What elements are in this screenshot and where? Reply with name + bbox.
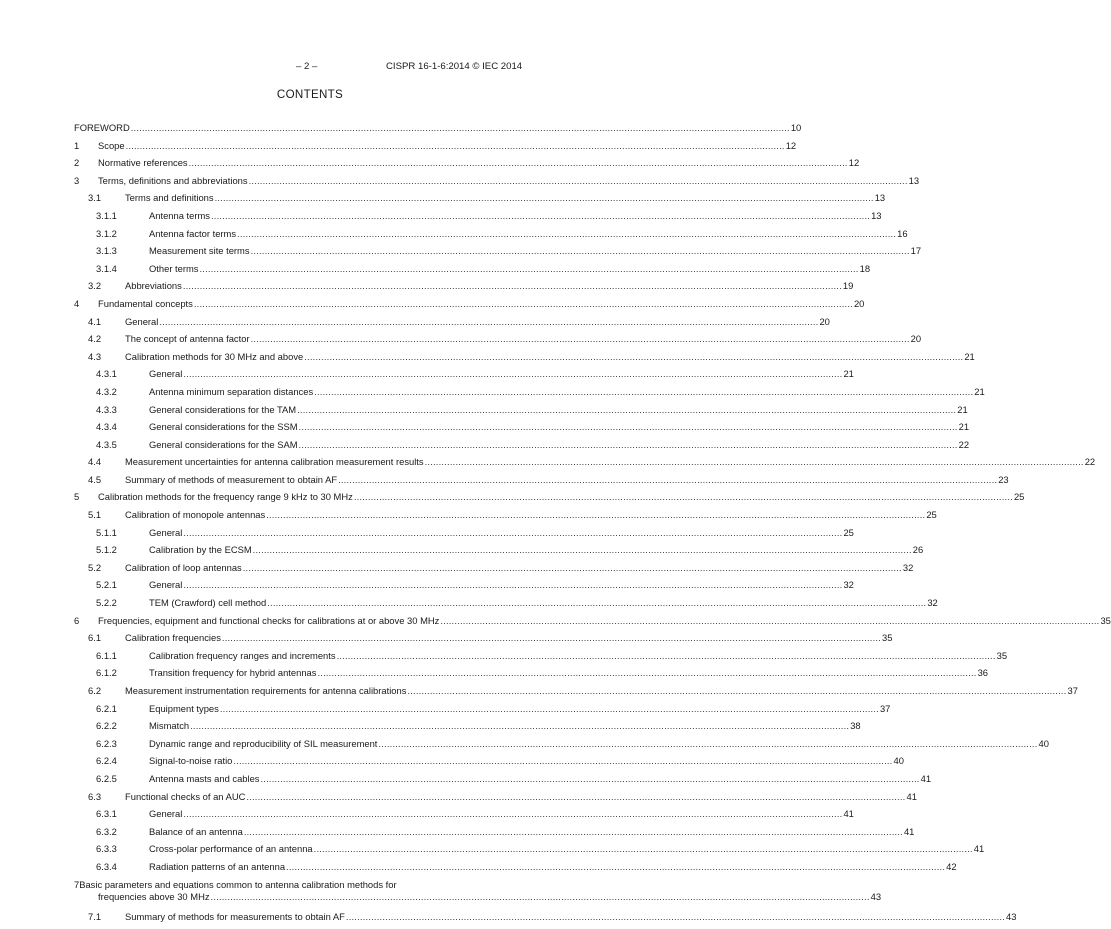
toc-entry[interactable] <box>74 280 854 292</box>
dot-leader <box>183 368 842 380</box>
dot-leader <box>211 891 870 903</box>
dot-leader <box>286 861 945 873</box>
toc-entry[interactable] <box>74 579 854 591</box>
toc-page-number: 41 <box>843 808 854 820</box>
toc-entry[interactable] <box>74 174 920 187</box>
toc-title: Mismatch <box>149 720 190 732</box>
toc-page-number: 22 <box>958 438 970 450</box>
toc-page-number: 20 <box>910 333 922 345</box>
dot-leader <box>354 491 1013 503</box>
toc-section-number: 5.2.2 <box>96 597 117 609</box>
toc-entry[interactable] <box>74 262 871 275</box>
toc-page-number: 25 <box>1013 491 1025 503</box>
toc-title: The concept of antenna factor <box>125 333 250 345</box>
toc-title: Measurement uncertainties for antenna calibration measurement results <box>125 456 424 468</box>
dot-leader <box>222 632 881 644</box>
toc-page-number: 40 <box>893 755 904 767</box>
toc-title: Functional checks of an AUC <box>125 790 246 802</box>
toc-title: Radiation patterns of an antenna <box>149 860 286 872</box>
toc-entry[interactable] <box>74 544 924 556</box>
toc-page-number: 37 <box>1067 685 1078 696</box>
toc-page-number: 22 <box>1084 456 1096 468</box>
toc-section-number: 3.1 <box>88 192 102 204</box>
dot-leader <box>190 720 849 732</box>
dot-leader <box>251 333 910 345</box>
dot-leader <box>249 175 908 187</box>
table-of-contents <box>74 122 1111 929</box>
toc-title: Signal-to-noise ratio <box>149 755 233 767</box>
toc-page-number: 43 <box>1006 911 1017 923</box>
toc-section-number: 3.1.1 <box>96 209 117 221</box>
toc-title: Calibration methods for 30 MHz and above <box>125 350 304 362</box>
toc-title: Cross-polar performance of an antenna <box>149 843 313 855</box>
toc-section-number: 5.2 <box>88 561 102 573</box>
toc-section-number: 4.3.2 <box>96 385 117 397</box>
toc-entry[interactable] <box>74 755 904 767</box>
toc-title: Measurement instrumentation requirements for antenna calibrations <box>125 685 407 696</box>
toc-title: Calibration methods for the frequency range 9 kHz to 30 MHz <box>98 491 353 503</box>
toc-title: General <box>149 368 183 380</box>
toc-title: Calibration frequency ranges and increments <box>149 649 336 661</box>
toc-entry[interactable] <box>74 122 802 134</box>
toc-entry[interactable] <box>74 702 891 715</box>
toc-title: General <box>125 315 159 327</box>
toc-title: Summary of methods for measurements to obtain AF <box>125 911 345 923</box>
toc-title: Antenna masts and cables <box>149 772 260 784</box>
dot-leader <box>297 404 956 416</box>
toc-entry[interactable] <box>74 649 1008 662</box>
dot-leader <box>337 650 996 662</box>
toc-section-number: 6.3.3 <box>96 843 117 855</box>
dot-leader <box>299 421 958 433</box>
toc-page-number: 13 <box>874 192 886 204</box>
toc-title: General considerations for the TAM <box>149 403 297 415</box>
toc-entry[interactable] <box>74 825 915 838</box>
toc-entry[interactable] <box>74 843 985 855</box>
toc-page-number: 18 <box>859 262 871 274</box>
dot-leader <box>338 474 997 486</box>
toc-entry[interactable] <box>74 456 1096 468</box>
toc-entry[interactable] <box>74 403 968 416</box>
toc-page-number: 26 <box>912 544 924 556</box>
toc-entry[interactable] <box>74 473 1009 486</box>
toc-entry[interactable] <box>74 297 865 310</box>
toc-section-number: 1 <box>74 139 80 151</box>
toc-section-number: 3.1.2 <box>96 227 117 239</box>
toc-page-number: 17 <box>910 245 922 257</box>
toc-section-number: 6 <box>74 614 80 626</box>
toc-section-number: 4.3.1 <box>96 368 117 380</box>
toc-section-number: 6.2.1 <box>96 702 117 714</box>
toc-page-number: 35 <box>882 632 893 644</box>
toc-title: Terms and definitions <box>125 192 214 204</box>
toc-entry[interactable] <box>74 772 932 785</box>
toc-page-number: 41 <box>906 790 917 802</box>
toc-title: General <box>149 526 183 538</box>
dot-leader <box>425 456 1084 468</box>
toc-section-number: 6.2 <box>88 685 102 696</box>
dot-leader <box>189 157 848 169</box>
page-header <box>0 57 620 77</box>
dot-leader <box>194 298 853 310</box>
dot-leader <box>200 263 859 275</box>
toc-title: Scope <box>98 139 125 151</box>
toc-entry[interactable] <box>74 509 937 521</box>
toc-page-number: 36 <box>977 667 989 679</box>
toc-entry[interactable] <box>74 333 922 345</box>
document-reference: CISPR 16-1-6:2014 © IEC 2014 <box>386 61 523 72</box>
toc-section-number: 4.1 <box>88 315 102 327</box>
toc-title: Normative references <box>98 157 188 169</box>
page-number: – 2 – <box>296 61 318 72</box>
dot-leader <box>243 562 902 574</box>
toc-section-number: 4.5 <box>88 473 102 485</box>
toc-entry[interactable] <box>74 667 989 679</box>
toc-entry[interactable] <box>74 737 1049 750</box>
toc-page-number: 16 <box>897 227 908 239</box>
toc-section-number: 5.1.2 <box>96 544 117 556</box>
toc-title: Calibration by the ECSM <box>149 544 252 556</box>
toc-page-number: 21 <box>843 368 854 380</box>
toc-entry[interactable] <box>74 368 854 380</box>
toc-section-number: 4 <box>74 297 80 309</box>
dot-leader <box>299 439 958 451</box>
dot-leader <box>233 755 892 767</box>
toc-entry[interactable] <box>74 491 1025 503</box>
toc-section-number: 6.2.2 <box>96 720 117 732</box>
toc-page-number: 32 <box>927 597 938 609</box>
toc-title: Calibration of loop antennas <box>125 561 242 573</box>
toc-entry[interactable] <box>74 720 861 732</box>
toc-page-number: 20 <box>819 315 830 327</box>
toc-page-number: 25 <box>926 509 937 521</box>
dot-leader <box>314 386 973 398</box>
dot-leader <box>304 351 963 363</box>
toc-section-number: 3 <box>74 174 80 186</box>
toc-title-continuation: frequencies above 30 MHz <box>98 890 210 902</box>
toc-entry[interactable] <box>74 790 917 803</box>
toc-page-number: 21 <box>964 350 975 362</box>
toc-section-number: 7.1 <box>88 911 102 923</box>
toc-title: Dynamic range and reproducibility of SIL measurement <box>149 737 378 749</box>
toc-page-number: 20 <box>853 297 865 309</box>
toc-section-number: 6.1.1 <box>96 649 117 661</box>
toc-section-number: 5.1 <box>88 509 102 521</box>
toc-page-number: 13 <box>871 209 882 221</box>
toc-section-number: 4.3.4 <box>96 421 117 433</box>
toc-page-number: 40 <box>1038 737 1049 749</box>
toc-entry[interactable] <box>74 227 908 240</box>
toc-entry[interactable] <box>74 245 922 257</box>
toc-title: Transition frequency for hybrid antennas <box>149 667 317 679</box>
dot-leader <box>183 527 842 539</box>
toc-title: Basic parameters and equations common to antenna calibration methods for <box>79 878 397 890</box>
toc-title: Terms, definitions and abbreviations <box>98 174 248 186</box>
toc-title: Frequencies, equipment and functional checks for calibrations at or above 30 MHz <box>98 614 440 626</box>
toc-page-number: 13 <box>908 174 920 186</box>
toc-title: Calibration of monopole antennas <box>125 509 266 521</box>
toc-entry[interactable] <box>74 421 970 433</box>
toc-section-number: 4.3.5 <box>96 438 117 450</box>
toc-page-number: 41 <box>973 843 985 855</box>
toc-title: General <box>149 808 183 820</box>
toc-entry[interactable] <box>74 878 882 903</box>
toc-page-number: 19 <box>842 280 854 292</box>
toc-page-number: 37 <box>879 702 891 714</box>
toc-section-number: 6.2.3 <box>96 737 117 749</box>
toc-page-number: 41 <box>903 825 915 837</box>
toc-entry[interactable] <box>74 315 830 328</box>
toc-title: FOREWORD <box>74 122 130 133</box>
dot-leader <box>317 667 976 679</box>
toc-section-number: 4.3 <box>88 350 102 362</box>
dot-leader <box>159 316 818 328</box>
toc-page-number: 12 <box>785 139 797 151</box>
dot-leader <box>267 597 926 609</box>
toc-page-number: 21 <box>957 403 968 415</box>
dot-leader <box>246 791 905 803</box>
toc-entry[interactable] <box>74 808 854 820</box>
toc-entry[interactable] <box>74 632 893 644</box>
toc-title: Antenna terms <box>149 209 210 221</box>
toc-section-number: 6.1 <box>88 632 102 644</box>
toc-entry[interactable] <box>74 685 1078 697</box>
toc-entry[interactable] <box>74 192 886 204</box>
toc-title: Antenna minimum separation distances <box>149 385 314 397</box>
dot-leader <box>244 826 903 838</box>
toc-title: Summary of methods of measurement to obtain AF <box>125 473 338 485</box>
toc-title: General considerations for the SAM <box>149 438 298 450</box>
toc-entry[interactable] <box>74 561 914 574</box>
toc-title: General <box>149 579 183 591</box>
dot-leader <box>183 808 842 820</box>
toc-page-number: 35 <box>1100 614 1111 626</box>
toc-page-number: 25 <box>843 526 854 538</box>
dot-leader <box>251 245 910 257</box>
toc-page-number: 38 <box>850 720 861 732</box>
toc-section-number: 2 <box>74 157 80 169</box>
toc-page-number: 12 <box>848 157 860 169</box>
toc-entry[interactable] <box>74 597 938 609</box>
toc-entry[interactable] <box>74 614 1111 627</box>
dot-leader <box>220 703 879 715</box>
toc-section-number: 6.3.1 <box>96 808 117 820</box>
toc-title: Calibration frequencies <box>125 632 221 644</box>
toc-page-number: 10 <box>790 122 802 133</box>
toc-section-number: 5.2.1 <box>96 579 117 591</box>
dot-leader <box>253 544 912 556</box>
toc-entry[interactable] <box>74 526 854 539</box>
toc-page-number: 41 <box>920 772 932 784</box>
toc-section-number: 4.4 <box>88 456 102 468</box>
toc-page-number: 43 <box>870 890 882 902</box>
toc-entry[interactable] <box>74 350 975 363</box>
toc-page-number: 35 <box>996 649 1008 661</box>
toc-entry[interactable] <box>74 157 860 169</box>
dot-leader <box>266 509 925 521</box>
page-title: CONTENTS <box>276 88 344 101</box>
toc-entry[interactable] <box>74 860 957 873</box>
toc-section-number: 3.2 <box>88 280 102 292</box>
dot-leader <box>183 280 842 292</box>
dot-leader <box>314 843 973 855</box>
toc-entry[interactable] <box>74 438 970 451</box>
dot-leader <box>407 685 1066 697</box>
toc-section-number: 5 <box>74 491 80 503</box>
toc-page-number: 21 <box>958 421 970 433</box>
toc-entry[interactable] <box>74 139 797 152</box>
toc-title: Antenna factor terms <box>149 227 237 239</box>
toc-section-number: 5.1.1 <box>96 526 117 538</box>
toc-section-number: 4.3.3 <box>96 403 117 415</box>
toc-title: Fundamental concepts <box>98 297 193 309</box>
toc-title: Abbreviations <box>125 280 182 292</box>
dot-leader <box>126 140 785 152</box>
toc-page-number: 32 <box>843 579 854 591</box>
toc-section-number: 6.3.2 <box>96 825 117 837</box>
toc-section-number: 3.1.4 <box>96 262 117 274</box>
toc-title: Other terms <box>149 262 199 274</box>
toc-title: Balance of an antenna <box>149 825 243 837</box>
toc-section-number: 3.1.3 <box>96 245 117 257</box>
toc-page-number: 42 <box>946 860 957 872</box>
dot-leader <box>378 738 1037 750</box>
toc-title: Equipment types <box>149 702 219 714</box>
toc-section-number: 6.1.2 <box>96 667 117 679</box>
dot-leader <box>183 579 842 591</box>
toc-section-number: 4.2 <box>88 333 102 345</box>
toc-entry[interactable] <box>74 385 985 398</box>
dot-leader <box>215 192 874 204</box>
toc-entry[interactable] <box>74 209 882 222</box>
dot-leader <box>261 773 920 785</box>
dot-leader <box>131 122 790 134</box>
dot-leader <box>211 210 870 222</box>
toc-entry[interactable] <box>74 911 1017 923</box>
toc-section-number: 6.2.4 <box>96 755 117 767</box>
toc-title: General considerations for the SSM <box>149 421 298 433</box>
toc-section-number: 6.3.4 <box>96 860 117 872</box>
dot-leader <box>440 615 1099 627</box>
toc-page-number: 23 <box>998 473 1009 485</box>
toc-page-number: 32 <box>902 561 914 573</box>
toc-section-number: 6.3 <box>88 790 102 802</box>
dot-leader <box>346 911 1005 923</box>
dot-leader <box>237 228 896 240</box>
toc-title: TEM (Crawford) cell method <box>149 597 267 609</box>
toc-page-number: 21 <box>974 385 985 397</box>
toc-section-number: 7 <box>74 878 80 890</box>
toc-section-number: 6.2.5 <box>96 772 117 784</box>
toc-title: Measurement site terms <box>149 245 250 257</box>
